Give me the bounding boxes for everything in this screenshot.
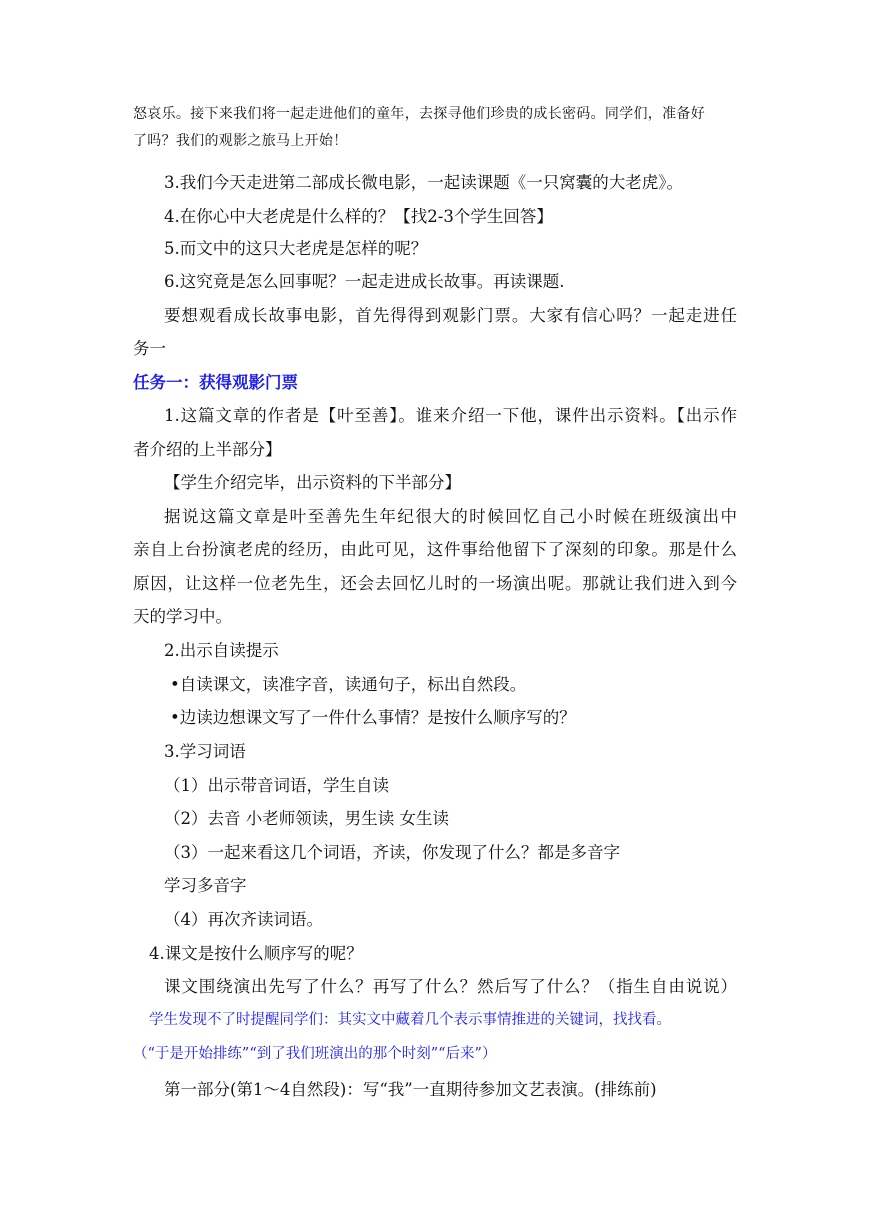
vocab-sub-2: （2）去音 小老师领读，男生读 女生读 (164, 809, 449, 828)
vocab-sub-3: （3）一起来看这几个词语，齐读，你发现了什么？都是多音字 (164, 843, 620, 862)
keyword-hint: （“于是开始排练”“到了我们班演出的那个时刻”“后来”） (133, 1046, 497, 1062)
step-5: 5.而文中的这只大老虎是怎样的呢？ (164, 239, 428, 258)
author-line-2: 者介绍的上半部分】 (133, 440, 282, 459)
ticket-line-2: 务一 (133, 339, 166, 358)
order-question: 4.课文是按什么顺序写的呢？ (149, 944, 363, 963)
part-one: 第一部分(第1～4自然段)：写“我”一直期待参加文艺表演。(排练前) (164, 1080, 657, 1099)
author-line-1: 1.这篇文章的作者是【叶至善】。谁来介绍一下他，课件出示资料。【出示作 (164, 406, 737, 425)
vocab-sub-1: （1）出示带音词语，学生自读 (164, 776, 389, 795)
ticket-line-1: 要想观看成长故事电影，首先得得到观影门票。大家有信心吗？一起走进任 (164, 306, 737, 325)
order-prompt: 课文围绕演出先写了什么？再写了什么？然后写了什么？（指生自由说说） (164, 977, 737, 996)
teacher-hint: 学生发现不了时提醒同学们：其实文中藏着几个表示事情推进的关键词，找找看。 (149, 1012, 671, 1028)
step-6: 6.这究竟是怎么回事呢？一起走进成长故事。再读课题. (164, 272, 565, 291)
tip-bullet-1: •自读课文，读准字音，读通句子，标出自然段。 (170, 675, 527, 694)
vocab-sub-3b: 学习多音字 (164, 876, 247, 895)
step-3: 3.我们今天走进第二部成长微电影，一起读课题《一只窝囊的大老虎》。 (164, 173, 683, 192)
student-intro: 【学生介绍完毕，出示资料的下半部分】 (164, 473, 461, 492)
story-line-3: 原因，让这样一位老先生，还会去回忆儿时的一场演出呢。那就让我们进入到今 (133, 574, 737, 593)
tip-bullet-2: •边读边想课文写了一件什么事情？是按什么顺序写的？ (170, 708, 576, 727)
task1-heading: 任务一：获得观影门票 (133, 373, 298, 392)
vocab-sub-4: （4）再次齐读词语。 (164, 910, 323, 929)
story-line-2: 亲自上台扮演老虎的经历，由此可见，这件事给他留下了深刻的印象。那是什么 (133, 540, 737, 559)
intro-line-2: 了吗？我们的观影之旅马上开始！ (133, 133, 348, 149)
story-line-4: 天的学习中。 (133, 607, 232, 626)
reading-tips: 2.出示自读提示 (164, 641, 279, 660)
vocab-heading: 3.学习词语 (164, 742, 246, 761)
intro-line-1: 怒哀乐。接下来我们将一起走进他们的童年，去探寻他们珍贵的成长密码。同学们，准备好 (133, 106, 705, 122)
step-4: 4.在你心中大老虎是什么样的？【找2-3个学生回答】 (164, 207, 553, 226)
story-line-1: 据说这篇文章是叶至善先生年纪很大的时候回忆自己小时候在班级演出中 (164, 507, 737, 526)
